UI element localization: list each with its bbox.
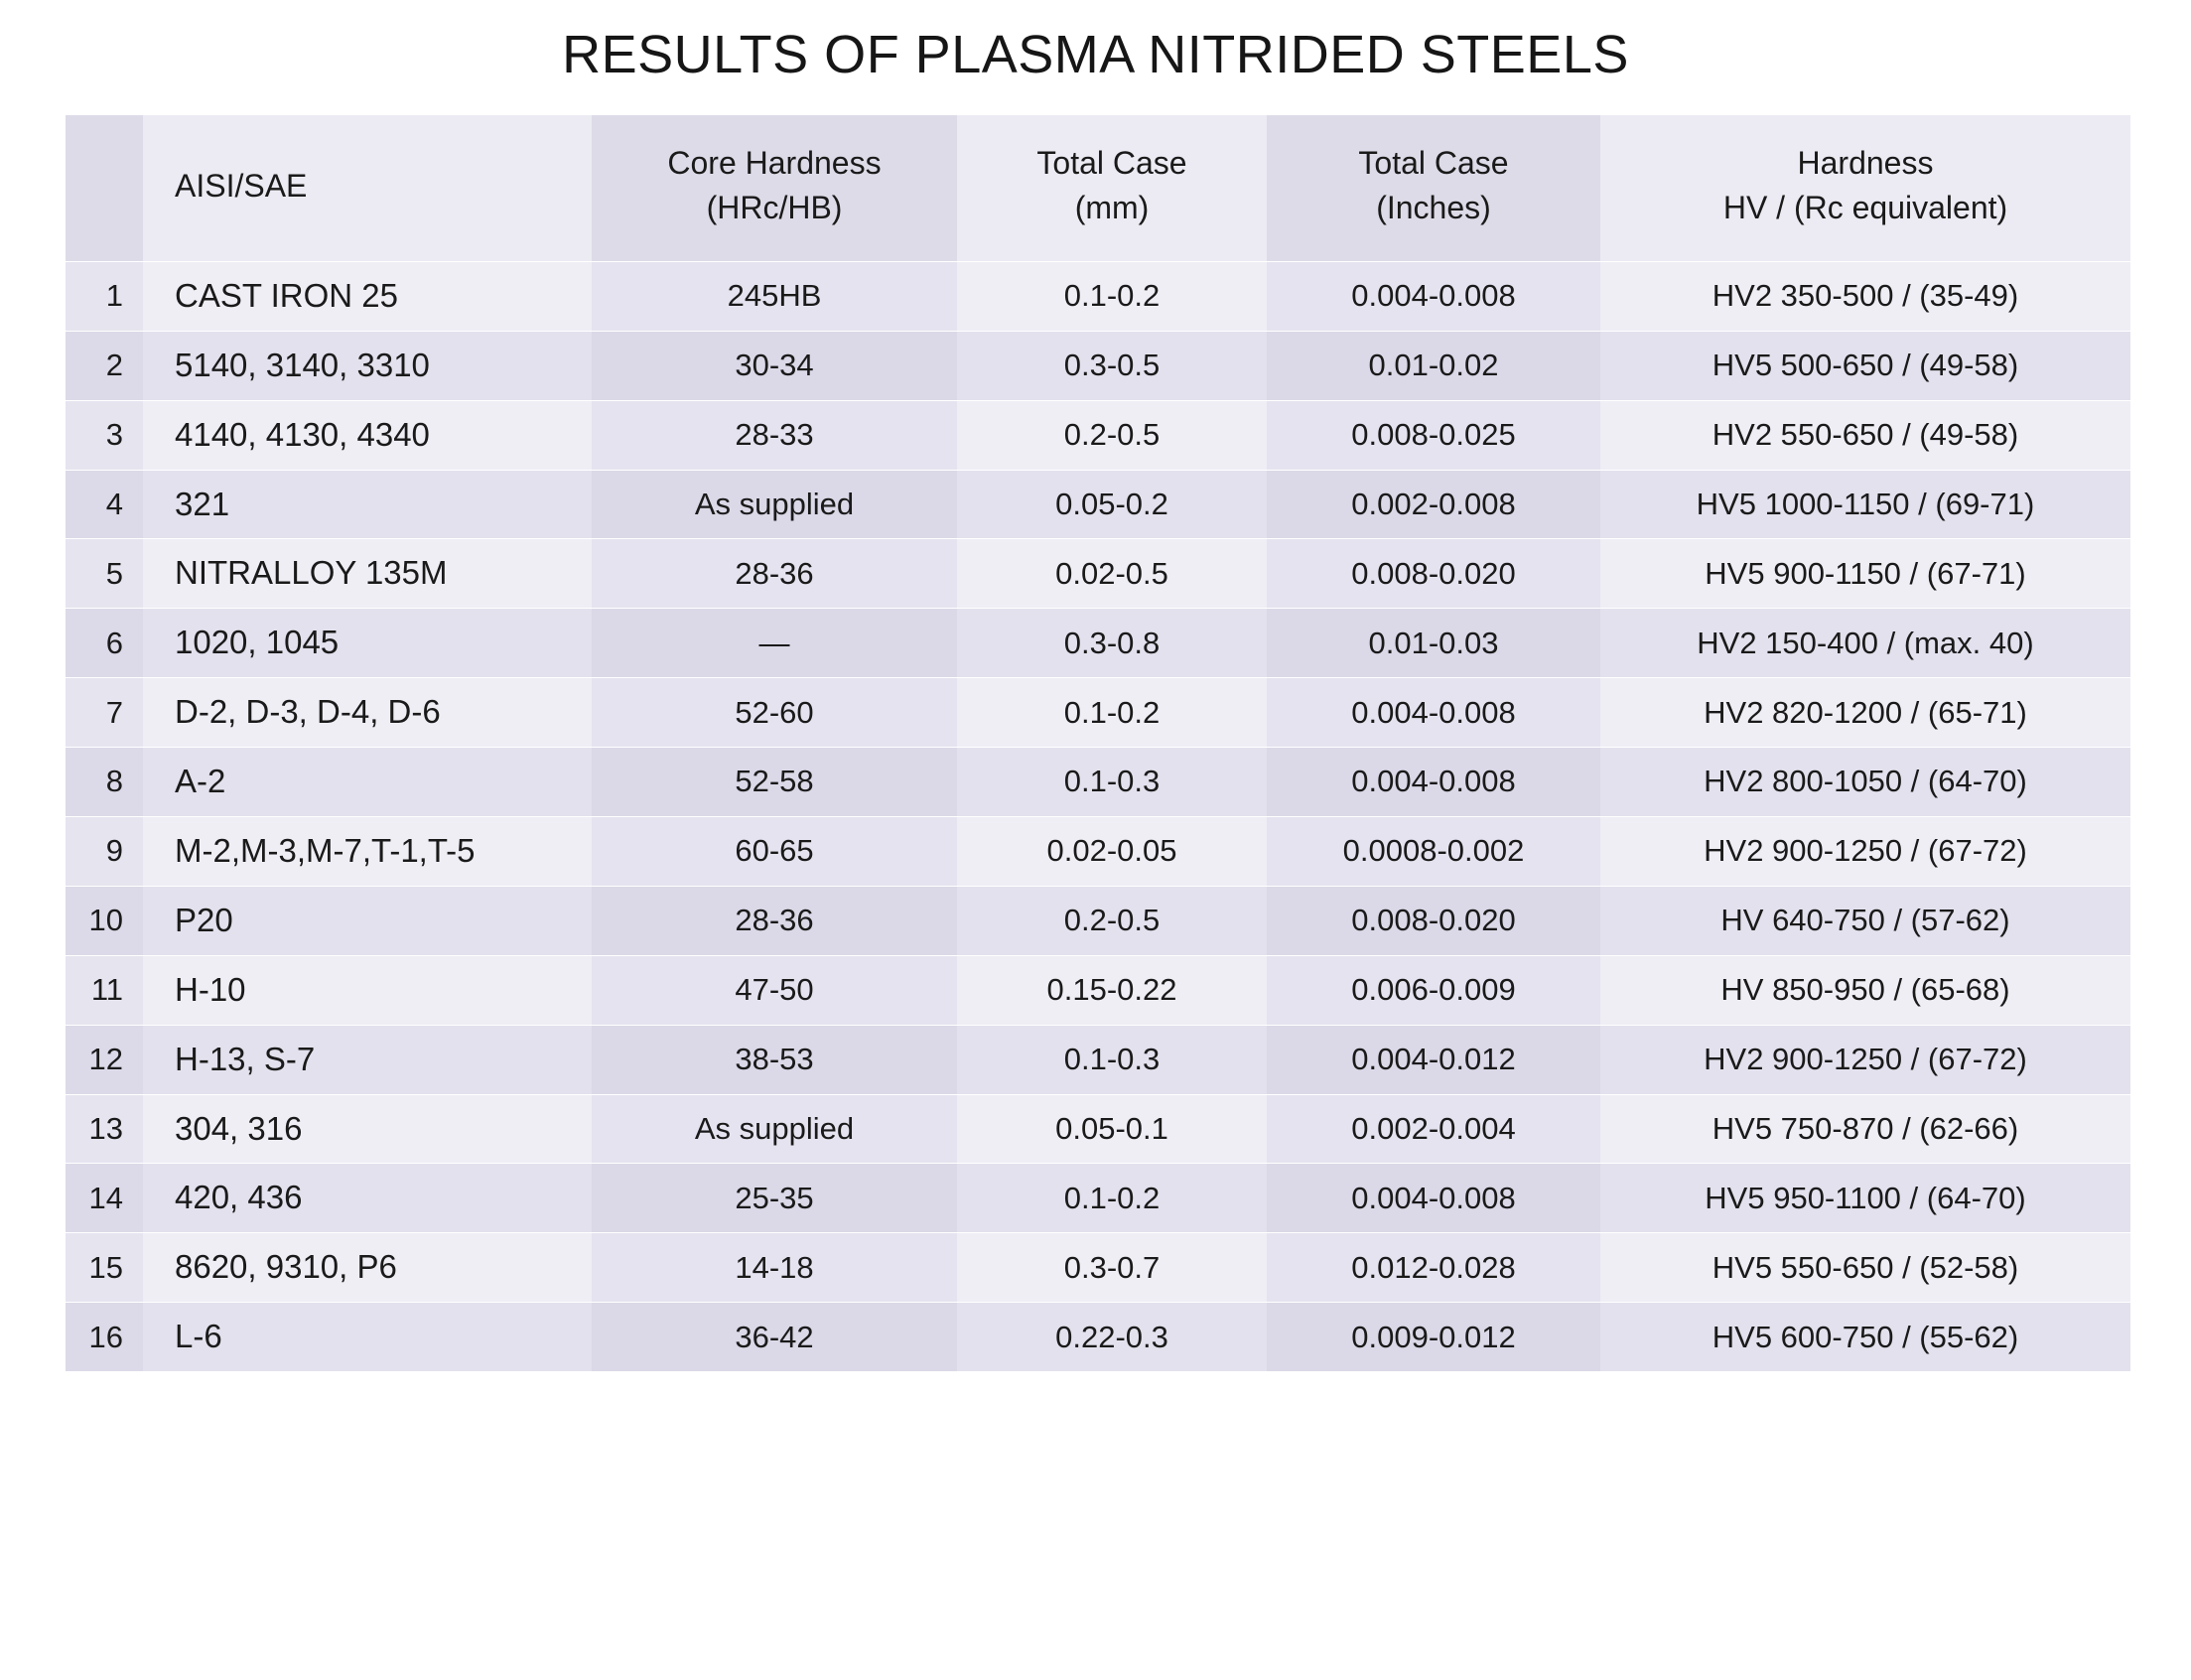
cell-total-case-in: 0.008-0.020 — [1267, 886, 1600, 955]
cell-aisi-sae: 321 — [143, 470, 592, 539]
row-index: 3 — [66, 400, 143, 470]
cell-total-case-in: 0.002-0.004 — [1267, 1094, 1600, 1164]
row-index: 16 — [66, 1303, 143, 1371]
cell-hardness-hv: HV2 550-650 / (49-58) — [1600, 400, 2130, 470]
cell-total-case-mm: 0.1-0.2 — [957, 1164, 1267, 1233]
row-index: 11 — [66, 955, 143, 1025]
cell-total-case-in: 0.009-0.012 — [1267, 1303, 1600, 1371]
cell-total-case-in: 0.01-0.02 — [1267, 331, 1600, 400]
cell-total-case-mm: 0.05-0.1 — [957, 1094, 1267, 1164]
cell-hardness-hv: HV2 900-1250 / (67-72) — [1600, 1025, 2130, 1094]
column-header-aisi-sae-line1: AISI/SAE — [175, 167, 308, 204]
cell-total-case-mm: 0.05-0.2 — [957, 470, 1267, 539]
cell-total-case-in: 0.004-0.008 — [1267, 748, 1600, 817]
cell-core-hardness: 30-34 — [592, 331, 957, 400]
cell-total-case-in: 0.012-0.028 — [1267, 1233, 1600, 1303]
column-header-index — [66, 115, 143, 261]
cell-core-hardness: 28-33 — [592, 400, 957, 470]
cell-hardness-hv: HV5 750-870 / (62-66) — [1600, 1094, 2130, 1164]
table-container — [0, 115, 2191, 1371]
cell-hardness-hv: HV2 150-400 / (max. 40) — [1600, 609, 2130, 678]
cell-core-hardness: 25-35 — [592, 1164, 957, 1233]
cell-total-case-mm: 0.2-0.5 — [957, 886, 1267, 955]
cell-core-hardness: 47-50 — [592, 955, 957, 1025]
cell-aisi-sae: CAST IRON 25 — [143, 261, 592, 331]
row-index: 14 — [66, 1164, 143, 1233]
cell-hardness-hv: HV5 900-1150 / (67-71) — [1600, 539, 2130, 609]
cell-total-case-in: 0.0008-0.002 — [1267, 817, 1600, 887]
table-row — [66, 817, 2130, 887]
column-header-total-case-inches-line2: (Inches) — [1376, 190, 1491, 226]
cell-core-hardness: 60-65 — [592, 817, 957, 887]
cell-total-case-in: 0.004-0.008 — [1267, 1164, 1600, 1233]
table-row — [66, 886, 2130, 955]
column-header-total-case-mm-line2: (mm) — [1074, 190, 1150, 226]
table-row — [66, 470, 2130, 539]
row-index: 8 — [66, 748, 143, 817]
table-row — [66, 261, 2130, 331]
cell-total-case-in: 0.01-0.03 — [1267, 609, 1600, 678]
cell-core-hardness: 52-60 — [592, 678, 957, 748]
table-row — [66, 748, 2130, 817]
cell-aisi-sae: L-6 — [143, 1303, 592, 1371]
row-index: 12 — [66, 1025, 143, 1094]
cell-aisi-sae: H-13, S-7 — [143, 1025, 592, 1094]
row-index: 2 — [66, 331, 143, 400]
row-index: 1 — [66, 261, 143, 331]
cell-core-hardness: 36-42 — [592, 1303, 957, 1371]
table-row — [66, 1094, 2130, 1164]
row-index: 5 — [66, 539, 143, 609]
cell-aisi-sae: H-10 — [143, 955, 592, 1025]
cell-total-case-mm: 0.2-0.5 — [957, 400, 1267, 470]
cell-total-case-in: 0.008-0.020 — [1267, 539, 1600, 609]
cell-core-hardness: 245HB — [592, 261, 957, 331]
cell-total-case-mm: 0.02-0.5 — [957, 539, 1267, 609]
table-row — [66, 400, 2130, 470]
cell-total-case-mm: 0.1-0.2 — [957, 261, 1267, 331]
table-row — [66, 955, 2130, 1025]
cell-total-case-mm: 0.22-0.3 — [957, 1303, 1267, 1371]
cell-total-case-mm: 0.1-0.2 — [957, 678, 1267, 748]
cell-total-case-mm: 0.3-0.7 — [957, 1233, 1267, 1303]
column-header-hardness-hv-line2: HV / (Rc equivalent) — [1722, 190, 2008, 226]
cell-total-case-mm: 0.15-0.22 — [957, 955, 1267, 1025]
cell-core-hardness: 28-36 — [592, 539, 957, 609]
cell-hardness-hv: HV2 900-1250 / (67-72) — [1600, 817, 2130, 887]
cell-hardness-hv: HV5 600-750 / (55-62) — [1600, 1303, 2130, 1371]
cell-hardness-hv: HV2 350-500 / (35-49) — [1600, 261, 2130, 331]
cell-total-case-mm: 0.1-0.3 — [957, 748, 1267, 817]
column-header-aisi-sae — [143, 115, 592, 261]
page-title: RESULTS OF PLASMA NITRIDED STEELS — [562, 25, 1629, 84]
cell-core-hardness: 14-18 — [592, 1233, 957, 1303]
column-header-total-case-inches-line1: Total Case — [1358, 145, 1509, 181]
cell-total-case-in: 0.004-0.008 — [1267, 261, 1600, 331]
row-index: 7 — [66, 678, 143, 748]
cell-aisi-sae: M-2,M-3,M-7,T-1,T-5 — [143, 817, 592, 887]
table-row — [66, 331, 2130, 400]
cell-core-hardness: 38-53 — [592, 1025, 957, 1094]
table-body — [66, 261, 2130, 1371]
cell-total-case-in: 0.006-0.009 — [1267, 955, 1600, 1025]
cell-aisi-sae: 8620, 9310, P6 — [143, 1233, 592, 1303]
table-header — [66, 115, 2130, 261]
cell-hardness-hv: HV5 950-1100 / (64-70) — [1600, 1164, 2130, 1233]
cell-core-hardness: As supplied — [592, 470, 957, 539]
cell-total-case-mm: 0.3-0.8 — [957, 609, 1267, 678]
table-row — [66, 1233, 2130, 1303]
row-index: 10 — [66, 886, 143, 955]
cell-total-case-in: 0.004-0.012 — [1267, 1025, 1600, 1094]
column-header-core-hardness — [592, 115, 957, 261]
cell-total-case-in: 0.008-0.025 — [1267, 400, 1600, 470]
cell-core-hardness: — — [592, 609, 957, 678]
cell-core-hardness: 52-58 — [592, 748, 957, 817]
row-index: 4 — [66, 470, 143, 539]
row-index: 6 — [66, 609, 143, 678]
row-index: 9 — [66, 817, 143, 887]
cell-aisi-sae: A-2 — [143, 748, 592, 817]
table-row — [66, 1303, 2130, 1371]
cell-total-case-mm: 0.1-0.3 — [957, 1025, 1267, 1094]
cell-aisi-sae: 304, 316 — [143, 1094, 592, 1164]
cell-hardness-hv: HV5 550-650 / (52-58) — [1600, 1233, 2130, 1303]
cell-hardness-hv: HV5 1000-1150 / (69-71) — [1600, 470, 2130, 539]
table-header-row — [66, 115, 2130, 261]
column-header-hardness-hv-line1: Hardness — [1797, 145, 1934, 181]
table-row — [66, 1025, 2130, 1094]
table-row — [66, 678, 2130, 748]
cell-hardness-hv: HV 850-950 / (65-68) — [1600, 955, 2130, 1025]
column-header-core-hardness-line1: Core Hardness — [667, 145, 882, 181]
cell-aisi-sae: 420, 436 — [143, 1164, 592, 1233]
cell-total-case-in: 0.004-0.008 — [1267, 678, 1600, 748]
column-header-hardness-hv — [1600, 115, 2130, 261]
cell-aisi-sae: D-2, D-3, D-4, D-6 — [143, 678, 592, 748]
cell-aisi-sae: 1020, 1045 — [143, 609, 592, 678]
column-header-core-hardness-line2: (HRc/HB) — [706, 190, 843, 226]
table-row — [66, 539, 2130, 609]
cell-aisi-sae: P20 — [143, 886, 592, 955]
plasma-nitrided-steels-table — [66, 115, 2130, 1371]
cell-total-case-mm: 0.02-0.05 — [957, 817, 1267, 887]
column-header-total-case-mm-line1: Total Case — [1036, 145, 1187, 181]
cell-aisi-sae: 5140, 3140, 3310 — [143, 331, 592, 400]
table-row — [66, 1164, 2130, 1233]
row-index: 15 — [66, 1233, 143, 1303]
cell-aisi-sae: 4140, 4130, 4340 — [143, 400, 592, 470]
cell-hardness-hv: HV 640-750 / (57-62) — [1600, 886, 2130, 955]
cell-hardness-hv: HV2 800-1050 / (64-70) — [1600, 748, 2130, 817]
cell-core-hardness: 28-36 — [592, 886, 957, 955]
cell-core-hardness: As supplied — [592, 1094, 957, 1164]
cell-hardness-hv: HV5 500-650 / (49-58) — [1600, 331, 2130, 400]
column-header-total-case-inches — [1267, 115, 1600, 261]
cell-total-case-mm: 0.3-0.5 — [957, 331, 1267, 400]
cell-hardness-hv: HV2 820-1200 / (65-71) — [1600, 678, 2130, 748]
table-row — [66, 609, 2130, 678]
row-index: 13 — [66, 1094, 143, 1164]
column-header-total-case-mm — [957, 115, 1267, 261]
cell-aisi-sae: NITRALLOY 135M — [143, 539, 592, 609]
cell-total-case-in: 0.002-0.008 — [1267, 470, 1600, 539]
